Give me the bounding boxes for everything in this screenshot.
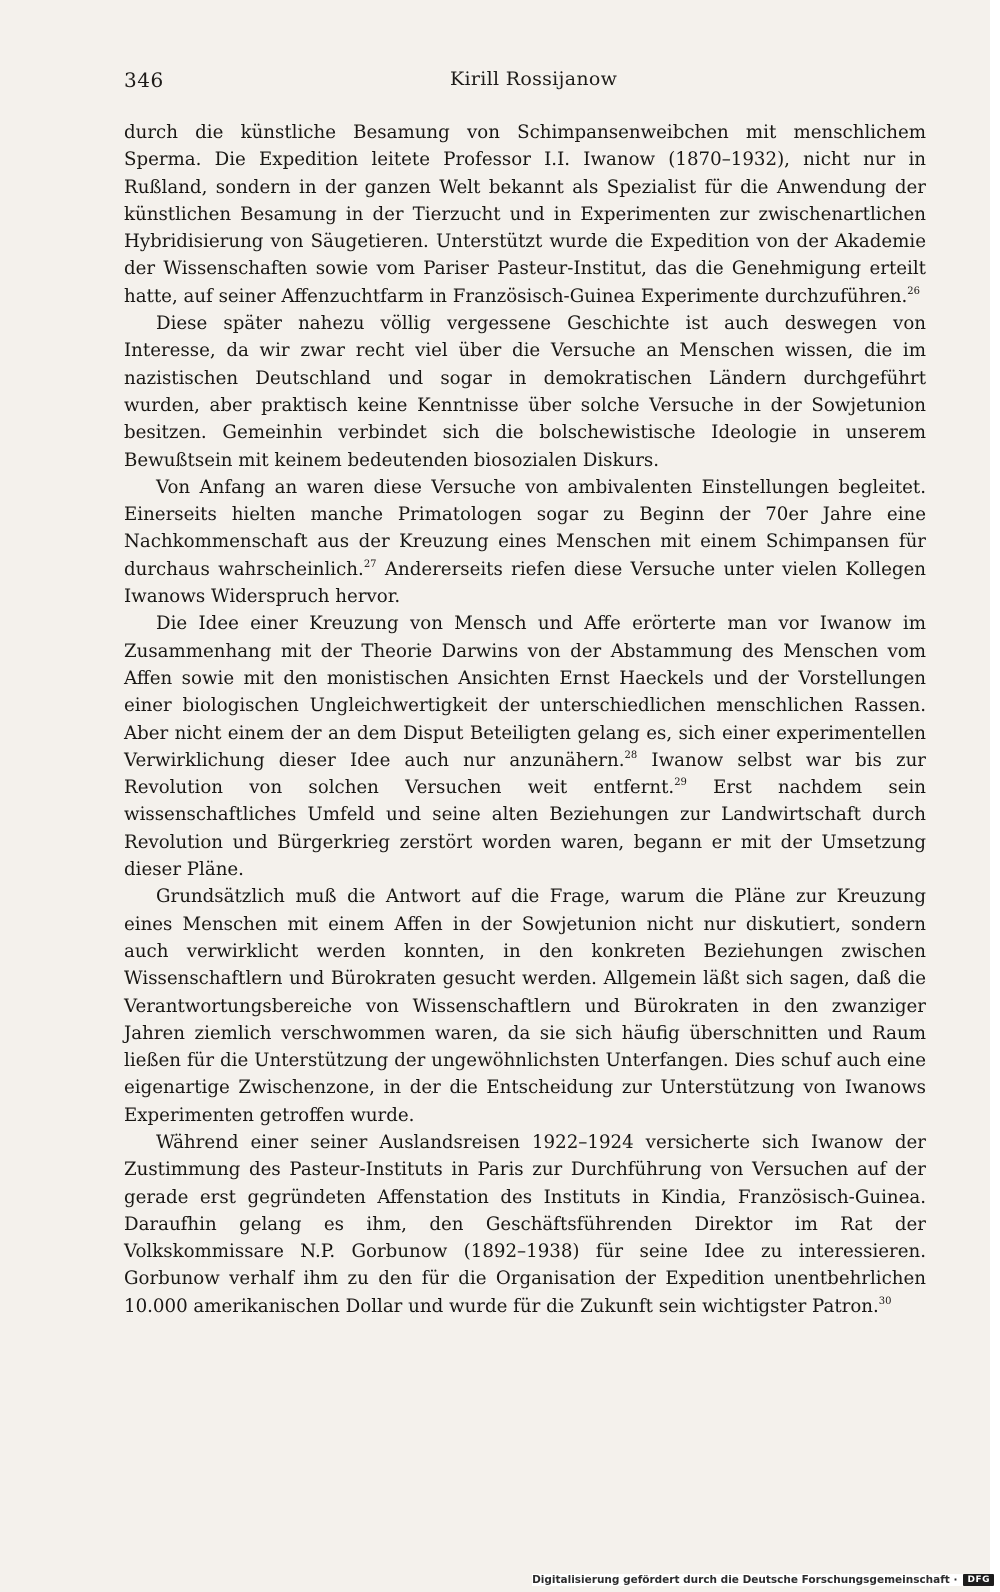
paragraph-1 <box>124 119 926 310</box>
digitization-credit <box>532 1574 994 1586</box>
paragraph-text: Iwanow selbst war bis zur Revolution von solchen Versuchen weit entfernt. <box>124 749 926 799</box>
page-number: 346 <box>124 68 164 92</box>
paragraph-text: Erst nachdem sein wissenschaftliches Umfeld und seine alten Beziehungen zur Landwirtschaft durch Revolution und Bürgerkrieg zerstört worden waren, begann er mit der Umsetzung dieser Pläne. <box>124 777 926 881</box>
paragraph-2 <box>124 310 926 474</box>
paragraph-3 <box>124 474 926 610</box>
paragraph-text: Die Idee einer Kreuzung von Mensch und Affe erörterte man vor Iwanow im Zusammenhang mit der Theorie Darwins von der Abstammung des Menschen vom Affen sowie mit den monistischen Ansichten Ernst Haeckels und der Vorstellungen einer biologischen Ungleichwertigkeit der unterschiedlichen menschlichen Rassen. Aber nicht einem der an dem Disput Beteiligten gelang es, sich einer experimentellen Verwirklichung dieser Idee auch nur anzunähern. <box>124 613 926 771</box>
paragraph-text: durch die künstliche Besamung von Schimpansenweibchen mit menschlichem Sperma. Die Expedition leitete Professor I.I. Iwanow (1870–1932), nicht nur in Rußland, sondern in der ganzen Welt bekannt als Spezialist für die Anwendung der künstlichen Besamung in der Tierzucht und in Experimenten zur zwischenartlichen Hybridisierung von Säugetieren. Unterstützt wurde die Expedition von der Akademie der Wissenschaften sowie vom Pariser Pasteur-Institut, das die Genehmigung erteilt hatte, auf seiner Affenzuchtfarm in Französisch-Guinea Experimente durchzuführen. <box>124 122 926 307</box>
running-head: Kirill Rossijanow <box>450 68 618 90</box>
footnote-ref-30: 30 <box>878 1295 892 1307</box>
credit-text: Digitalisierung gefördert durch die Deutsche Forschungsgemeinschaft · <box>532 1574 958 1586</box>
paragraph-text: Von Anfang an waren diese Versuche von ambivalenten Einstellungen begleitet. Einerseits hielten manche Primatologen sogar zu Beginn der 70er Jahre eine Nachkommenschaft aus der Kreuzung eines Menschen mit einem Schimpansen für durchaus wahrscheinlich. <box>124 476 926 580</box>
paragraph-text: Während einer seiner Auslandsreisen 1922–1924 versicherte sich Iwanow der Zustimmung des Pasteur-Instituts in Paris zur Durchführung von Versuchen auf der gerade erst gegründeten Affenstation des Instituts in Kindia, Französisch-Guinea. Daraufhin gelang es ihm, den Geschäftsführenden Direktor im Rat der Volkskommissare N.P. Gorbunow (1892–1938) für seine Idee zu interessieren. Gorbunow verhalf ihm zu den für die Organisation der Expedition unentbehrlichen 10.000 amerikanischen Dollar und wurde für die Zukunft sein wichtigster Patron. <box>124 1131 926 1317</box>
paragraph-5 <box>124 883 926 1129</box>
paragraph-text: Grundsätzlich muß die Antwort auf die Frage, warum die Pläne zur Kreuzung eines Menschen mit einem Affen in der Sowjetunion nicht nur diskutiert, sondern auch verwirklicht werden konnten, in den konkreten Beziehungen zwischen Wissenschaftlern und Bürokraten gesucht werden. Allgemein läßt sich sagen, daß die Verantwortungsbereiche von Wissenschaftlern und Bürokraten in den zwanziger Jahren ziemlich verschwommen waren, da sie sich häufig überschnitten und Raum ließen für die Unterstützung der ungewöhnlichsten Unterfangen. Dies schuf auch eine eigenartige Zwischenzone, in der die Entscheidung zur Unterstützung von Iwanows Experimenten getroffen wurde. <box>124 886 926 1126</box>
paragraph-text: Andererseits riefen diese Versuche unter vielen Kollegen Iwanows Widerspruch hervor. <box>124 558 926 608</box>
page-header <box>124 68 926 98</box>
paragraph-text: Diese später nahezu völlig vergessene Geschichte ist auch deswegen von Interesse, da wir zwar recht viel über die Versuche an Menschen wissen, die im nazistischen Deutschland und sogar in demokratischen Ländern durchgeführt wurden, aber praktisch keine Kenntnisse über solche Versuche in der Sowjetunion besitzen. Gemeinhin verbindet sich die bolschewistische Ideologie in unserem Bewußtsein mit keinem bedeutenden biosozialen Diskurs. <box>124 313 926 471</box>
footnote-ref-27: 27 <box>363 558 377 570</box>
footnote-ref-29: 29 <box>674 777 687 789</box>
paragraph-6 <box>124 1129 926 1320</box>
body-text <box>124 119 926 1320</box>
footnote-ref-26: 26 <box>907 285 920 297</box>
paragraph-4 <box>124 610 926 883</box>
footnote-ref-28: 28 <box>624 749 638 761</box>
dfg-logo: DFG <box>963 1574 994 1586</box>
